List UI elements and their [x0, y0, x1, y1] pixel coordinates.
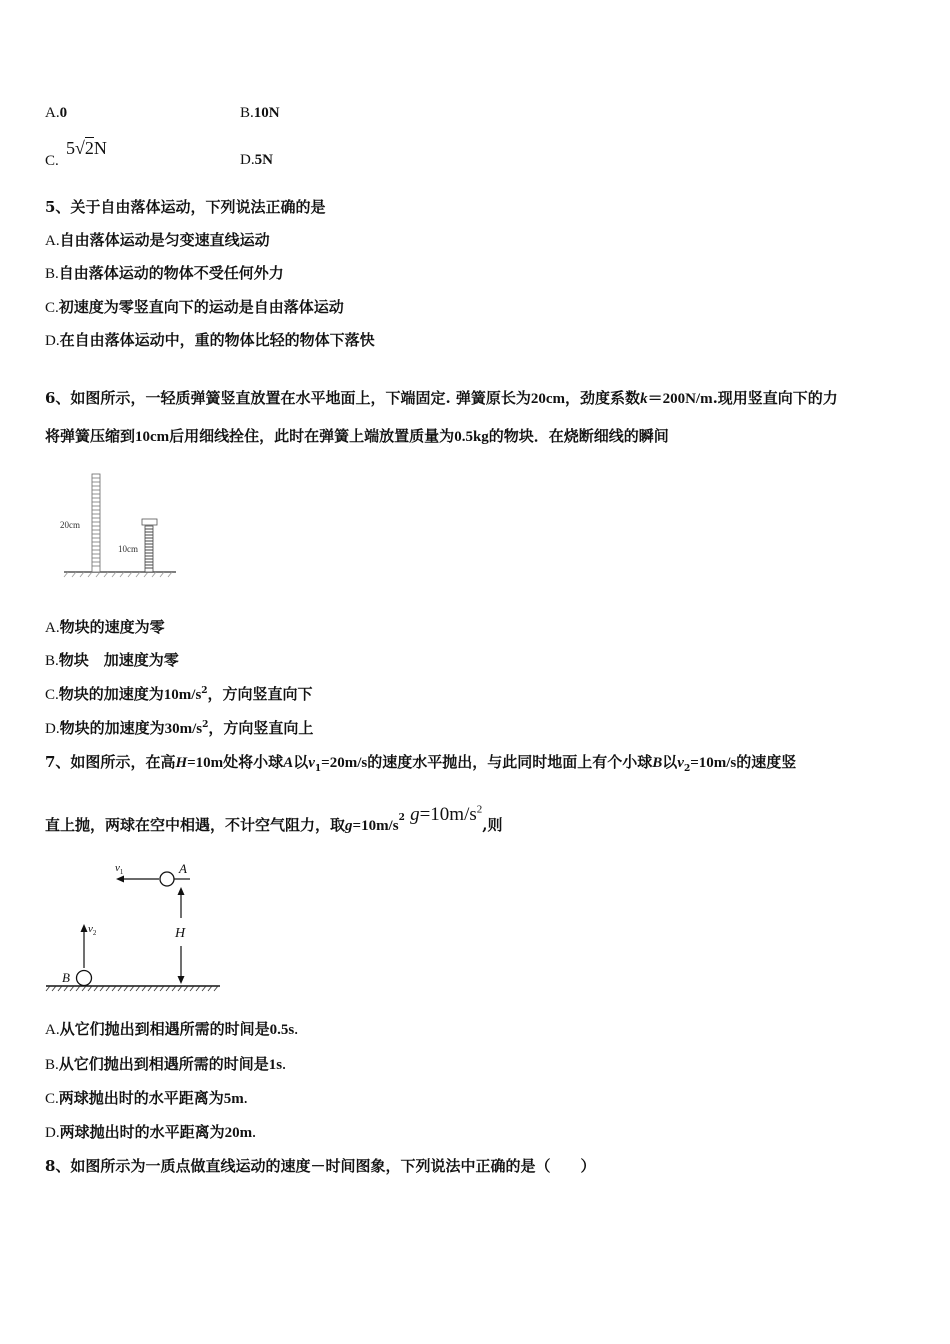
q7-option-d: D.两球抛出时的水平距离为20m.: [45, 1123, 256, 1141]
tall-spring: [92, 474, 100, 572]
q7-stem-line1: 7、如图所示，在高H=10m处将小球A以$v_1=20m/s$的速度水平抛出，与此同时地面上有个小球B以$v_2=10m/s$的速度竖: [45, 753, 797, 774]
label-b: B: [62, 970, 70, 985]
q5-option-b: B.自由落体运动的物体不受任何外力: [45, 264, 284, 282]
q4-option-c: C. 5√2N: [45, 138, 107, 169]
q4-option-d: D.5N: [240, 152, 273, 168]
sqrt-symbol: √: [75, 138, 85, 158]
label-v1: $v_1$: [115, 862, 124, 876]
block: [142, 519, 157, 525]
label-20cm: 20cm: [60, 520, 80, 530]
projectile-figure: [44, 856, 228, 996]
q4-option-b: B.10N: [240, 105, 280, 121]
q6-option-d: D.物块的加速度为$30m/s^2$，方向竖直向上: [45, 719, 314, 737]
q7-option-b: B.从它们抛出到相遇所需的时间是1s.: [45, 1055, 286, 1073]
q7-option-a: A.从它们抛出到相遇所需的时间是0.5s.: [45, 1020, 299, 1038]
short-spring: [142, 519, 157, 572]
q4-option-a: A.0: [45, 105, 68, 121]
q5-stem: 5、关于自由落体运动，下列说法正确的是: [45, 198, 326, 216]
label-a: A: [179, 861, 187, 876]
q5-option-d: D.在自由落体运动中，重的物体比轻的物体下落快: [45, 331, 375, 349]
q6-stem-line2: 将弹簧压缩到10cm后用细线拴住，此时在弹簧上端放置质量为0.5kg的物块．在烧断细线的瞬间: [45, 427, 669, 445]
ball-a: [160, 872, 174, 886]
q6-option-c: C.物块的加速度为$10m/s^2$，方向竖直向下: [45, 685, 313, 703]
spring-figure: [50, 462, 190, 580]
q8-stem: 8、如图所示为一质点做直线运动的速度－时间图象，下列说法中正确的是（ ）: [45, 1157, 596, 1175]
q6-option-a: A.物块的速度为零: [45, 618, 165, 636]
q5-option-c: C.初速度为零竖直向下的运动是自由落体运动: [45, 298, 344, 316]
q5-option-a: A.自由落体运动是匀变速直线运动: [45, 231, 270, 249]
q7-option-c: C.两球抛出时的水平距离为5m.: [45, 1089, 248, 1107]
label-10cm: 10cm: [118, 544, 138, 554]
q6-option-b: B.物块 加速度为零: [45, 651, 179, 669]
ball-b: [77, 971, 92, 986]
label-h: H: [175, 926, 186, 941]
q7-stem-line2: 直上抛，两球在空中相遇，不计空气阻力，取$g=10m/s^2$ $g=10m/s^2$,则: [45, 804, 503, 835]
label-v2: $v_2$: [88, 923, 97, 937]
q6-stem-line1: 6、如图所示，一轻质弹簧竖直放置在水平地面上，下端固定. 弹簧原长为20cm，劲度系数k＝200N/m.现用竖直向下的力: [45, 389, 838, 407]
